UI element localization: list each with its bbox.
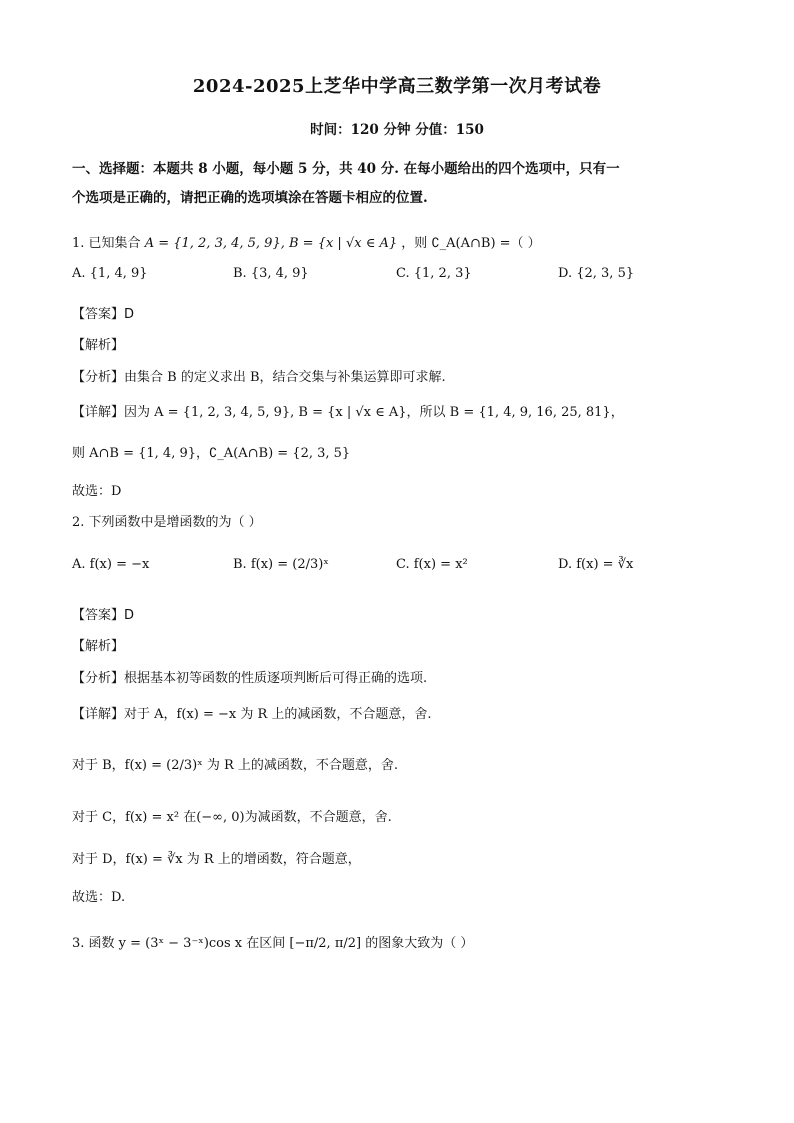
- question-2-detail-c: 对于 C，f(x) = x² 在(−∞, 0)为减函数，不合题意，舍.: [72, 810, 392, 825]
- question-2-option-d: D. f(x) = ∛x: [558, 557, 634, 572]
- question-2-detail-b: 对于 B，f(x) = (2/3)ˣ 为 R 上的减函数，不合题意，舍.: [72, 758, 399, 773]
- question-1-detail: 【详解】因为 A = {1, 2, 3, 4, 5, 9}, B = {x | √x ∈ A}，所以 B = {1, 4, 9, 16, 25, 81}，: [72, 405, 624, 420]
- question-1-answer: 【答案】D: [72, 307, 135, 322]
- question-1-prefix: 1. 已知集合: [72, 236, 141, 251]
- question-1-option-c: C. {1, 2, 3}: [396, 266, 472, 281]
- question-2-answer: 【答案】D: [72, 608, 135, 623]
- question-1-analysis: 【分析】由集合 B 的定义求出 B，结合交集与补集运算即可求解.: [72, 370, 446, 385]
- section-heading-line1: 一、选择题：本题共 8 小题，每小题 5 分，共 40 分. 在每小题给出的四个选项中，只有一: [72, 161, 620, 177]
- question-2-option-a: A. f(x) = −x: [72, 557, 150, 572]
- question-1-stem: [72, 232, 541, 251]
- question-1-option-d: D. {2, 3, 5}: [558, 266, 635, 281]
- question-2-choose: 故选：D.: [72, 890, 126, 905]
- question-2-analysis: 【分析】根据基本初等函数的性质逐项判断后可得正确的选项.: [72, 671, 428, 686]
- exam-info: 时间：120 分钟 分值：150: [310, 122, 484, 138]
- question-2-detail-a: 【详解】对于 A，f(x) = −x 为 R 上的减函数，不合题意，舍.: [72, 707, 432, 722]
- question-2-option-c: C. f(x) = x²: [396, 557, 468, 572]
- question-1-jiexi-label: 【解析】: [72, 338, 125, 353]
- question-1-sets: A = {1, 2, 3, 4, 5, 9}, B = {x | √x ∈ A}: [144, 236, 398, 251]
- question-3-stem: 3. 函数 y = (3ˣ − 3⁻ˣ)cos x 在区间 [−π/2, π/2] 的图象大致为（ ）: [72, 936, 474, 951]
- question-2-jiexi-label: 【解析】: [72, 639, 125, 654]
- question-1-suffix: ，则 ∁_A(A∩B) =（ ）: [401, 236, 541, 251]
- question-1-then: 则 A∩B = {1, 4, 9}，∁_A(A∩B) = {2, 3, 5}: [72, 446, 351, 461]
- question-1-option-b: B. {3, 4, 9}: [233, 266, 309, 281]
- question-1-choose: 故选：D: [72, 484, 122, 499]
- page-title: 2024-2025上芝华中学高三数学第一次月考试卷: [192, 76, 602, 97]
- question-2-option-b: B. f(x) = (2/3)ˣ: [233, 557, 329, 572]
- section-heading-line2: 个选项是正确的，请把正确的选项填涂在答题卡相应的位置.: [72, 190, 428, 206]
- question-1-option-a: A. {1, 4, 9}: [72, 266, 148, 281]
- question-2-stem: 2. 下列函数中是增函数的为（ ）: [72, 515, 262, 530]
- question-2-detail-d: 对于 D，f(x) = ∛x 为 R 上的增函数，符合题意，: [72, 852, 361, 867]
